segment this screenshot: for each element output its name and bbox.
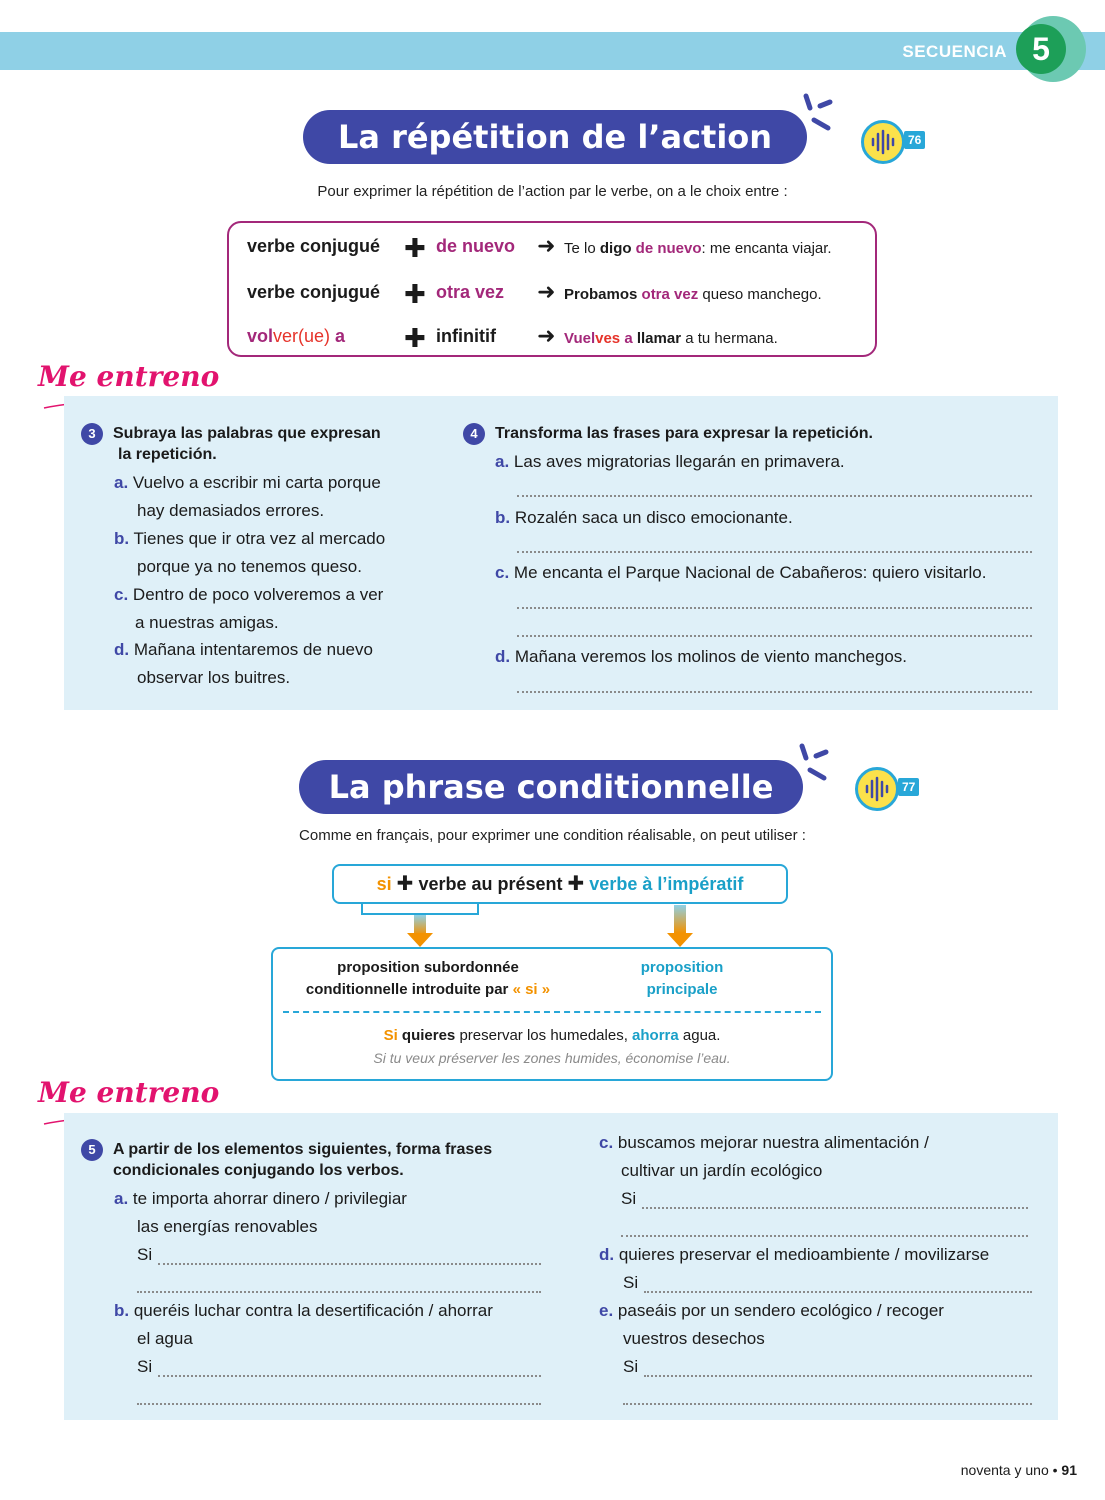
- item-text-cont: las energías renovables: [137, 1217, 318, 1236]
- rule-row-1-left: verbe conjugué: [247, 236, 381, 256]
- answer-line[interactable]: [517, 635, 1032, 637]
- sparkle-icon: [796, 738, 836, 788]
- audio-track-icon[interactable]: [861, 120, 905, 164]
- exercise-item: [114, 1297, 493, 1325]
- exercise-number: 3: [81, 423, 103, 445]
- example-verb-stem: Vuel: [564, 330, 596, 347]
- example-verb: Probamos: [564, 286, 638, 303]
- answer-line[interactable]: [644, 1375, 1032, 1377]
- item-text-cont: cultivar un jardín ecológico: [621, 1161, 823, 1180]
- example-text: agua.: [678, 1027, 721, 1044]
- rule-row-3-left: [247, 326, 345, 347]
- subordinate-line1: proposition subordonnée: [337, 959, 519, 976]
- example-imperative: ahorra: [632, 1027, 679, 1044]
- subordinate-text: conditionnelle introduite par: [305, 981, 513, 998]
- si-prefix: Si: [623, 1357, 639, 1376]
- answer-line[interactable]: [623, 1403, 1032, 1405]
- rule-row-2-right: otra vez: [436, 282, 505, 302]
- section-title-repetition: La répétition de l’action: [303, 110, 807, 164]
- item-text: Rozalén saca un disco emocionante.: [514, 508, 793, 527]
- item-text: te importa ahorrar dinero / privilegiar: [132, 1189, 407, 1208]
- si-prefix: Si: [137, 1245, 153, 1264]
- exercise-item: [599, 1129, 929, 1157]
- answer-line[interactable]: [642, 1207, 1028, 1209]
- me-entreno-heading: Me entreno: [38, 1076, 220, 1109]
- item-letter: d.: [495, 647, 511, 666]
- example-preposition: a: [620, 330, 637, 347]
- answer-line[interactable]: [621, 1235, 1028, 1237]
- exercise-instruction: Subraya las palabras que expresan: [113, 425, 381, 442]
- item-text: Mañana intentaremos de nuevo: [133, 640, 373, 659]
- sequence-label: SECUENCIA: [902, 42, 1007, 61]
- plus-icon: ✚: [404, 323, 426, 353]
- section-title-conditional: La phrase conditionnelle: [299, 760, 803, 814]
- dashed-divider: [283, 1011, 821, 1013]
- exercise-item: [495, 643, 907, 671]
- soundwave-icon: [858, 770, 896, 808]
- subordinate-label: [283, 957, 573, 1001]
- main-clause-label: [612, 957, 752, 1001]
- item-letter: c.: [495, 563, 510, 582]
- example-marker: de nuevo: [631, 240, 702, 257]
- exercise-item: [495, 448, 845, 476]
- exercise-item: [495, 504, 793, 532]
- plus-icon: ✚: [567, 873, 585, 895]
- formula-bracket: [361, 903, 479, 915]
- item-letter: c.: [599, 1133, 614, 1152]
- answer-line[interactable]: [137, 1403, 541, 1405]
- footer-bullet: •: [1052, 1462, 1058, 1478]
- answer-line[interactable]: [137, 1291, 541, 1293]
- conditional-example: [283, 1027, 821, 1044]
- exercise-item: [599, 1297, 944, 1325]
- example-text: queso manchego.: [698, 286, 822, 303]
- item-text: Las aves migratorias llegarán en primavera.: [513, 452, 845, 471]
- item-text-cont: vuestros desechos: [623, 1329, 765, 1348]
- rule-row-2-left: verbe conjugué: [247, 282, 381, 302]
- example-infinitive: llamar: [636, 330, 682, 347]
- arrow-stem: [414, 915, 426, 935]
- formula-si: si: [376, 874, 392, 894]
- rule-row-2-example: [564, 286, 822, 303]
- me-entreno-heading: Me entreno: [38, 360, 220, 393]
- item-text: Vuelvo a escribir mi carta porque: [132, 473, 381, 492]
- item-text: Mañana veremos los molinos de viento manchegos.: [514, 647, 907, 666]
- item-text-cont: hay demasiados errores.: [137, 501, 325, 520]
- answer-line[interactable]: [517, 551, 1032, 553]
- arrow-down-icon: [407, 933, 433, 947]
- si-prefix: Si: [621, 1189, 637, 1208]
- item-letter: b.: [114, 529, 130, 548]
- formula-imperative: verbe à l’impératif: [589, 874, 744, 894]
- item-letter: a.: [495, 452, 510, 471]
- exercise-instruction: Transforma las frases para expresar la repetición.: [495, 425, 873, 442]
- si-prefix: Si: [623, 1273, 639, 1292]
- item-text: Tienes que ir otra vez al mercado: [133, 529, 386, 548]
- item-letter: e.: [599, 1301, 614, 1320]
- exercise-instruction: la repetición.: [118, 446, 217, 463]
- example-translation: Si tu veux préserver les zones humides, économise l’eau.: [373, 1050, 731, 1066]
- preposition: a: [330, 326, 346, 346]
- exercise-instruction: A partir de los elementos siguientes, forma frases: [113, 1141, 493, 1158]
- subordinate-si: « si »: [512, 981, 551, 998]
- formula-present: verbe au présent: [418, 874, 563, 894]
- item-letter: d.: [599, 1245, 615, 1264]
- exercise-item: [599, 1241, 989, 1269]
- exercise-item: [495, 559, 986, 587]
- arrow-right-icon: ➜: [537, 233, 556, 258]
- item-text: Dentro de poco volveremos a ver: [132, 585, 384, 604]
- item-text-cont: porque ya no tenemos queso.: [137, 557, 362, 576]
- exercise-item: [114, 1185, 407, 1213]
- page-number: 91: [1061, 1462, 1077, 1478]
- main-line2: principale: [646, 981, 718, 998]
- item-letter: b.: [495, 508, 511, 527]
- section-intro: Comme en français, pour exprimer une condition réalisable, on peut utiliser :: [299, 827, 806, 844]
- item-text: buscamos mejorar nuestra alimentación /: [617, 1133, 929, 1152]
- main-line1: proposition: [640, 959, 724, 976]
- arrow-right-icon: ➜: [537, 323, 556, 348]
- item-text-cont: a nuestras amigas.: [135, 613, 279, 632]
- section-intro: Pour exprimer la répétition de l’action par le verbe, on a le choix entre :: [317, 183, 788, 200]
- verb-diphthong: (ue): [298, 326, 331, 346]
- example-text: : me encanta viajar.: [701, 240, 832, 257]
- example-marker: otra vez: [637, 286, 699, 303]
- audio-track-number: 77: [898, 778, 919, 796]
- audio-track-number: 76: [904, 131, 925, 149]
- exercise-item: [114, 469, 381, 497]
- page-footer: [961, 1462, 1077, 1478]
- item-letter: a.: [114, 1189, 129, 1208]
- item-letter: d.: [114, 640, 130, 659]
- verb-ending: ver: [273, 326, 299, 346]
- answer-line[interactable]: [644, 1291, 1032, 1293]
- example-text: preservar los humedales,: [455, 1027, 633, 1044]
- example-text: a tu hermana.: [681, 330, 778, 347]
- item-letter: c.: [114, 585, 129, 604]
- verb-stem: vol: [247, 326, 274, 346]
- plus-icon: ✚: [396, 873, 414, 895]
- item-text: Me encanta el Parque Nacional de Cabañeros: quiero visitarlo.: [513, 563, 987, 582]
- example-verb: quieres: [397, 1027, 456, 1044]
- answer-line[interactable]: [517, 691, 1032, 693]
- rule-row-1-example: [564, 240, 832, 257]
- item-text: paseáis por un sendero ecológico / recoger: [617, 1301, 944, 1320]
- si-prefix: Si: [137, 1357, 153, 1376]
- plus-icon: ✚: [404, 233, 426, 263]
- item-letter: b.: [114, 1301, 130, 1320]
- example-si: Si: [383, 1027, 398, 1044]
- answer-line[interactable]: [517, 607, 1032, 609]
- soundwave-icon: [864, 123, 902, 161]
- item-text: queréis luchar contra la desertificación / ahorrar: [133, 1301, 493, 1320]
- audio-track-icon[interactable]: [855, 767, 899, 811]
- sequence-number-badge: 5: [1016, 24, 1066, 74]
- item-letter: a.: [114, 473, 129, 492]
- conditional-formula: [332, 864, 788, 904]
- plus-icon: ✚: [404, 279, 426, 309]
- arrow-down-icon: [667, 933, 693, 947]
- sparkle-icon: [800, 88, 840, 138]
- exercise-item: [114, 636, 373, 664]
- exercise-item: [114, 581, 383, 609]
- item-text-cont: observar los buitres.: [137, 668, 291, 687]
- item-text-cont: el agua: [137, 1329, 193, 1348]
- subordinate-line2: [283, 979, 573, 1001]
- answer-line[interactable]: [517, 495, 1032, 497]
- example-text: Te lo: [564, 240, 600, 257]
- exercise-number: 4: [463, 423, 485, 445]
- example-verb: digo: [599, 240, 632, 257]
- arrow-stem: [674, 905, 686, 933]
- exercise-instruction: condicionales conjugando los verbos.: [113, 1162, 404, 1179]
- rule-row-3-right: infinitif: [436, 326, 496, 346]
- example-verb-ending: ves: [595, 330, 621, 347]
- item-text: quieres preservar el medioambiente / movilizarse: [618, 1245, 990, 1264]
- page-words: noventa y uno: [960, 1462, 1049, 1478]
- rule-row-1-right: de nuevo: [436, 236, 516, 256]
- answer-line[interactable]: [158, 1375, 541, 1377]
- exercise-number: 5: [81, 1139, 103, 1161]
- arrow-right-icon: ➜: [537, 279, 556, 304]
- answer-line[interactable]: [158, 1263, 541, 1265]
- rule-row-3-example: [564, 330, 778, 347]
- exercise-item: [114, 525, 385, 553]
